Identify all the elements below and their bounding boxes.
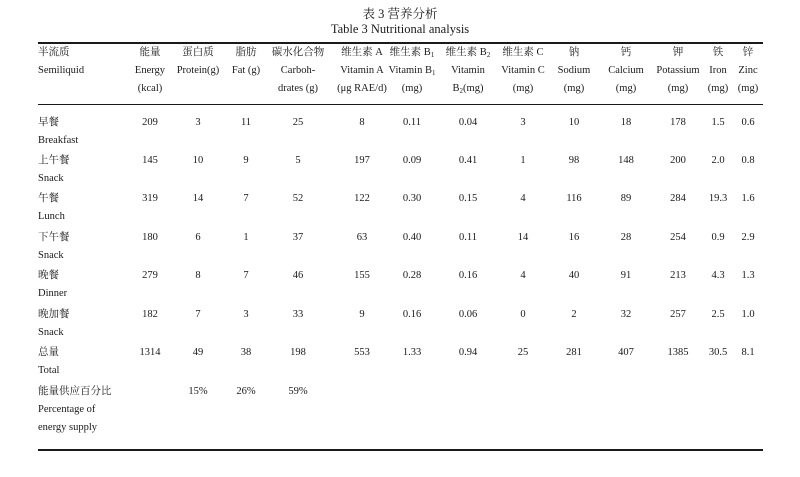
subscript: 2 [459, 87, 464, 95]
row-label-en: Snack [38, 173, 64, 184]
cell-potassium: 178 [670, 117, 686, 128]
header-fat-line-2: Fat (g) [231, 65, 261, 76]
table-bottom-rule [38, 449, 763, 451]
cell-carbohydrates: 25 [292, 117, 304, 128]
header-carbohydrates-line-2: Carboh- [280, 65, 316, 76]
cell-iron: 1.5 [711, 117, 725, 128]
cell-calcium: 89 [620, 193, 632, 204]
cell-zinc: 0.6 [741, 117, 755, 128]
subscript: 2 [486, 51, 491, 59]
header-protein-line-1: 蛋白质 [182, 47, 214, 58]
cell-fat: 11 [240, 117, 252, 128]
row-label-cn: 晚加餐 [38, 309, 70, 320]
header-vitamin-a-line-1: 维生素 A [341, 47, 383, 58]
cell-fat: 7 [243, 270, 249, 281]
cell-potassium: 213 [670, 270, 686, 281]
cell-sodium: 98 [568, 155, 580, 166]
row-label-en: Percentage of [38, 404, 96, 415]
cell-vitamin-b1: 0.30 [402, 193, 422, 204]
cell-fat: 3 [243, 309, 249, 320]
cell-energy: 279 [142, 270, 158, 281]
header-vitamin-c-line-3: (mg) [512, 83, 534, 94]
cell-carbohydrates: 37 [292, 232, 304, 243]
cell-zinc: 1.0 [741, 309, 755, 320]
cell-vitamin-b1: 1.33 [402, 347, 422, 358]
row-label-en: Total [38, 365, 60, 376]
header-vitamin-b1-line-3: (mg) [401, 83, 423, 94]
header-vitamin-c-line-1: 维生素 C [502, 47, 544, 58]
cell-potassium: 1385 [667, 347, 689, 358]
row-label-en: Snack [38, 250, 64, 261]
row-label-en: Snack [38, 327, 64, 338]
cell-energy: 145 [142, 155, 158, 166]
row-label-cn: 下午餐 [38, 232, 70, 243]
cell-vitamin-a: 8 [359, 117, 365, 128]
cell-fat: 7 [243, 193, 249, 204]
cell-potassium: 200 [670, 155, 686, 166]
row-label-cn: 早餐 [38, 117, 59, 128]
cell-calcium: 28 [620, 232, 632, 243]
table-header-rule [38, 104, 763, 105]
header-calcium-line-2: Calcium [608, 65, 644, 76]
cell-potassium: 254 [670, 232, 686, 243]
cell-protein: 49 [192, 347, 204, 358]
header-vitamin-b1-line-1: 维生素 $B_1$ [389, 47, 435, 59]
cell-vitamin-b2: 0.11 [459, 232, 477, 243]
cell-zinc: 1.3 [741, 270, 755, 281]
cell-protein-percentage: 15% [188, 386, 208, 397]
cell-vitamin-b1: 0.16 [402, 309, 422, 320]
cell-vitamin-b2: 0.94 [458, 347, 478, 358]
cell-zinc: 8.1 [741, 347, 755, 358]
cell-vitamin-b2: 0.16 [458, 270, 478, 281]
header-vitamin-b2-line-3: $B_2(mg)$ [452, 83, 484, 95]
header-sodium-line-1: 钠 [568, 47, 580, 58]
cell-energy: 180 [142, 232, 158, 243]
cell-energy: 319 [142, 193, 158, 204]
row-label-cn: 午餐 [38, 193, 59, 204]
cell-carbohydrates: 52 [292, 193, 304, 204]
header-vitamin-b2-line-1: 维生素 $B_2$ [445, 47, 491, 59]
cell-protein: 10 [192, 155, 204, 166]
cell-vitamin-c: 1 [520, 155, 526, 166]
row-label-en: Dinner [38, 288, 68, 299]
header-potassium-line-2: Potassium [656, 65, 700, 76]
cell-vitamin-c: 0 [520, 309, 526, 320]
cell-calcium: 18 [620, 117, 632, 128]
header-potassium-line-1: 钾 [672, 47, 684, 58]
cell-zinc: 1.6 [741, 193, 755, 204]
cell-sodium: 116 [566, 193, 582, 204]
header-semiliquid-line-2: Semiliquid [38, 65, 85, 76]
header-semiliquid-line-1: 半流质 [38, 47, 70, 58]
subscript: 1 [430, 51, 435, 59]
cell-vitamin-c: 14 [517, 232, 529, 243]
header-carbohydrates-line-3: drates (g) [278, 83, 318, 94]
cell-vitamin-a: 155 [354, 270, 370, 281]
cell-sodium: 10 [568, 117, 580, 128]
cell-protein: 6 [195, 232, 201, 243]
header-zinc-line-2: Zinc [738, 65, 758, 76]
cell-iron: 30.5 [708, 347, 728, 358]
row-label-en: Breakfast [38, 135, 79, 146]
cell-carbohydrates: 46 [292, 270, 304, 281]
cell-vitamin-a: 9 [359, 309, 365, 320]
cell-fat: 9 [243, 155, 249, 166]
cell-carbohydrates: 198 [290, 347, 306, 358]
cell-sodium: 2 [571, 309, 577, 320]
cell-vitamin-c: 25 [517, 347, 529, 358]
cell-sodium: 16 [568, 232, 580, 243]
cell-calcium: 148 [618, 155, 634, 166]
header-vitamin-a-line-3: (μg RAE/d) [337, 83, 387, 94]
table-title-cn: 表 3 营养分析 [362, 7, 438, 21]
unit-text: (mg) [463, 83, 484, 94]
header-sodium-line-3: (mg) [563, 83, 585, 94]
header-potassium-line-3: (mg) [667, 83, 689, 94]
cell-protein: 3 [195, 117, 201, 128]
header-iron-line-2: Iron [709, 65, 727, 76]
cell-calcium: 32 [620, 309, 632, 320]
cell-vitamin-b2: 0.06 [458, 309, 478, 320]
cell-vitamin-b1: 0.28 [402, 270, 422, 281]
subscript: 1 [431, 69, 436, 77]
cell-iron: 2.0 [711, 155, 725, 166]
row-label-en: Lunch [38, 211, 65, 222]
header-vitamin-c-line-2: Vitamin C [501, 65, 545, 76]
header-protein-line-2: Protein(g) [176, 65, 220, 76]
cell-iron: 0.9 [711, 232, 725, 243]
cell-sodium: 281 [566, 347, 582, 358]
header-iron-line-3: (mg) [707, 83, 729, 94]
row-label-en: energy supply [38, 422, 98, 433]
cell-vitamin-b1: 0.40 [402, 232, 422, 243]
cell-fat: 38 [240, 347, 252, 358]
header-energy-line-2: Energy [134, 65, 166, 76]
row-label-cn: 上午餐 [38, 155, 70, 166]
cell-vitamin-a: 63 [356, 232, 368, 243]
cell-potassium: 257 [670, 309, 686, 320]
header-carbohydrates-line-1: 碳水化合物 [271, 47, 325, 58]
cell-vitamin-b2: 0.15 [458, 193, 478, 204]
cell-protein: 14 [192, 193, 204, 204]
header-zinc-line-3: (mg) [737, 83, 759, 94]
header-vitamin-b2-line-2: Vitamin [451, 65, 485, 76]
cell-iron: 2.5 [711, 309, 725, 320]
header-calcium-line-1: 钙 [620, 47, 632, 58]
cell-carbohydrates-percentage: 59% [288, 386, 308, 397]
cell-energy: 1314 [139, 347, 161, 358]
cell-carbohydrates: 5 [295, 155, 301, 166]
cell-fat: 1 [243, 232, 249, 243]
cell-vitamin-a: 122 [354, 193, 370, 204]
cell-calcium: 407 [618, 347, 634, 358]
header-energy-line-3: (kcal) [137, 83, 163, 94]
cell-vitamin-b2: 0.41 [458, 155, 478, 166]
cell-potassium: 284 [670, 193, 686, 204]
cell-protein: 7 [195, 309, 201, 320]
header-fat-line-1: 脂肪 [235, 47, 257, 58]
header-vitamin-a-line-2: Vitamin A [340, 65, 384, 76]
cell-vitamin-a: 197 [354, 155, 370, 166]
cell-vitamin-c: 4 [520, 193, 526, 204]
row-label-cn: 晚餐 [38, 270, 59, 281]
header-energy-line-1: 能量 [139, 47, 161, 58]
row-label-cn: 能量供应百分比 [38, 386, 112, 397]
cell-calcium: 91 [620, 270, 632, 281]
cell-sodium: 40 [568, 270, 580, 281]
cell-vitamin-b1: 0.09 [402, 155, 422, 166]
cell-energy: 209 [142, 117, 158, 128]
table-title-en: Table 3 Nutritional analysis [330, 22, 470, 36]
cell-vitamin-a: 553 [354, 347, 370, 358]
cell-protein: 8 [195, 270, 201, 281]
header-iron-line-1: 铁 [712, 47, 724, 58]
cell-vitamin-c: 4 [520, 270, 526, 281]
cell-vitamin-c: 3 [520, 117, 526, 128]
header-calcium-line-3: (mg) [615, 83, 637, 94]
header-sodium-line-2: Sodium [557, 65, 591, 76]
row-label-cn: 总量 [38, 347, 59, 358]
header-vitamin-b1-line-2: Vitamin $B_1$ [388, 65, 436, 77]
cell-vitamin-b2: 0.04 [458, 117, 478, 128]
cell-iron: 19.3 [708, 193, 728, 204]
header-zinc-line-1: 锌 [742, 47, 754, 58]
cell-carbohydrates: 33 [292, 309, 304, 320]
cell-zinc: 0.8 [741, 155, 755, 166]
cell-fat-percentage: 26% [236, 386, 256, 397]
cell-vitamin-b1: 0.11 [403, 117, 421, 128]
cell-zinc: 2.9 [741, 232, 755, 243]
cell-energy: 182 [142, 309, 158, 320]
cell-iron: 4.3 [711, 270, 725, 281]
